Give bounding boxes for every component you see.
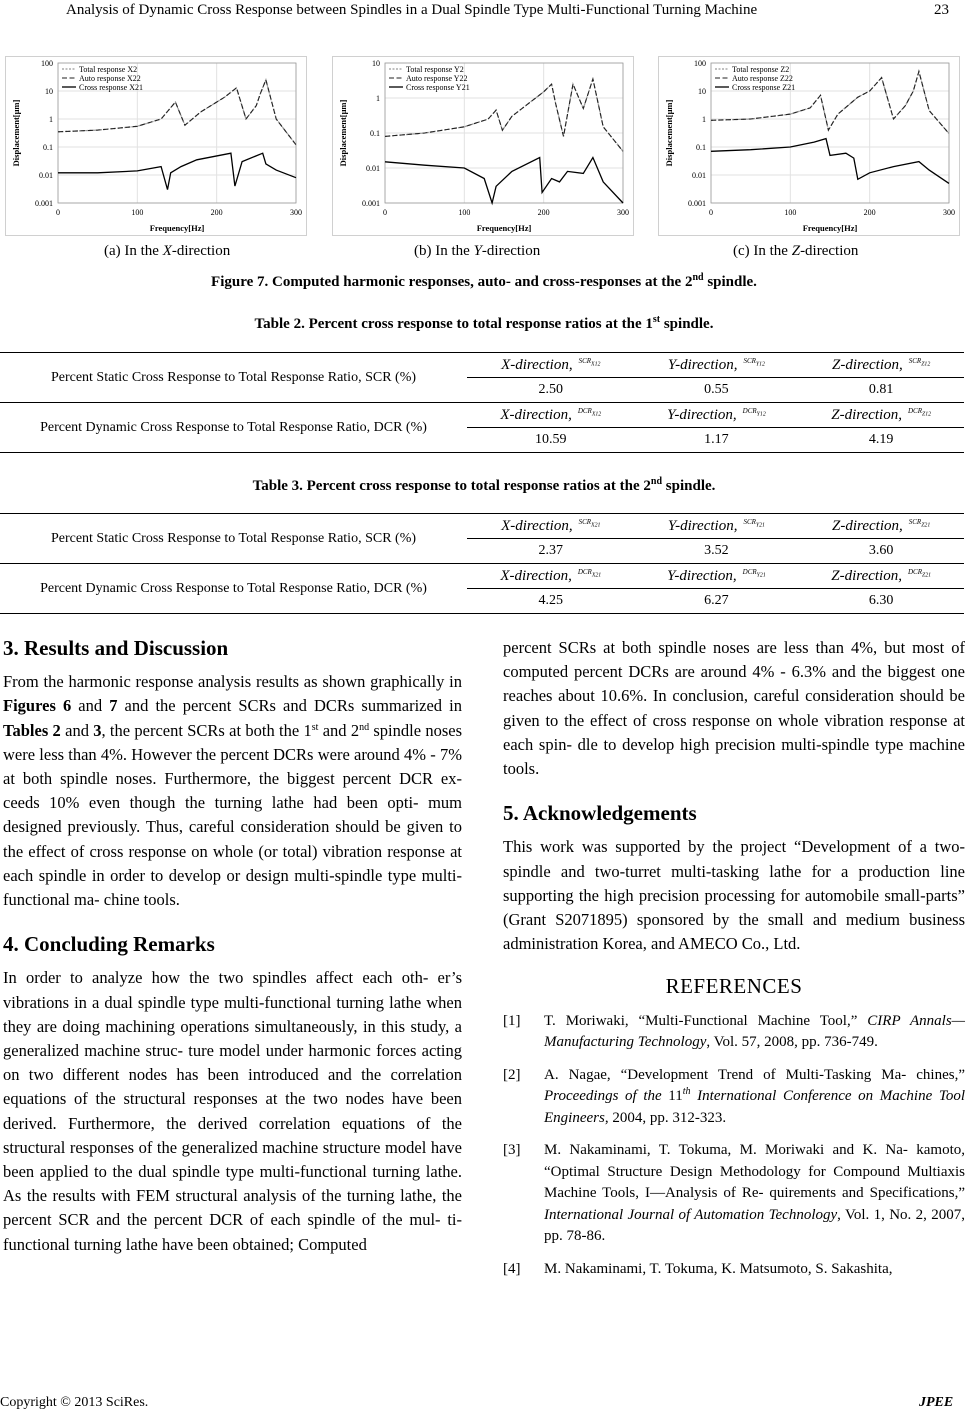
table2-dcr-x: 10.59 — [467, 428, 635, 453]
subcaption-c: (c) In the Z-direction — [733, 243, 859, 259]
y-tick-label: 0.1 — [370, 129, 380, 138]
y-tick-label: 100 — [41, 59, 53, 68]
figure-7a — [5, 56, 307, 236]
y-tick-label: 0.001 — [688, 199, 706, 208]
y-tick-label: 1 — [702, 115, 706, 124]
table3 — [0, 513, 964, 614]
table3-dcr-y: 6.27 — [635, 589, 799, 614]
table2-dcr-y: 1.17 — [635, 428, 799, 453]
x-tick-label: 200 — [863, 208, 876, 217]
table3-dcr-x: 4.25 — [467, 589, 635, 614]
x-tick-label: 0 — [383, 208, 387, 217]
x-tick-label: 200 — [537, 208, 550, 217]
x-tick-label: 300 — [943, 208, 955, 217]
figure-7c — [658, 56, 960, 236]
section-3-title: 3. Results and Discussion — [3, 636, 229, 660]
table2-r2-dir-y: Y-direction, $^{DCR_{Y12}}$ — [667, 406, 766, 423]
chart-x-direction — [6, 57, 308, 237]
y-tick-label: 0.01 — [39, 171, 53, 180]
x-tick-label: 300 — [617, 208, 629, 217]
section-4-title: 4. Concluding Remarks — [3, 932, 215, 957]
table2-row2-label: Percent Dynamic Cross Response to Total Response Ratio, DCR (%) — [0, 403, 467, 453]
table3-r1-dir-x: X-direction, $^{SCR_{X21}}$ — [467, 514, 635, 539]
journal-name: JPEE — [919, 1395, 954, 1410]
legend-label: Auto response X22 — [79, 74, 141, 83]
y-tick-label: 1 — [376, 94, 380, 103]
table3-r1-dir-z: Z-direction, $^{SCR_{Z21}}$ — [798, 514, 964, 539]
table3-r2-dir-y: Y-direction, $^{DCR_{Y21}}$ — [667, 567, 766, 584]
table2-scr-y: 0.55 — [635, 378, 799, 403]
table2-r1-dir-x: X-direction, $^{SCR_{X12}}$ — [467, 353, 635, 378]
legend-label: Auto response Y22 — [406, 74, 468, 83]
table3-r1-dir-y: Y-direction, $^{SCR_{Y21}}$ — [635, 514, 799, 539]
series-line-3 — [58, 153, 296, 189]
page-number: 23 — [934, 2, 949, 18]
series-line-3 — [385, 158, 623, 204]
page-header — [0, 0, 968, 30]
table3-caption: Table 3. Percent cross response to total response ratios at the 2nd spindle. — [252, 476, 716, 494]
y-tick-label: 10 — [698, 87, 706, 96]
table2-r2-dir-x: X-direction, $^{DCR_{X12}}$ — [500, 406, 602, 423]
table2-caption: Table 2. Percent cross response to total response ratios at the 1st spindle. — [254, 314, 714, 332]
y-tick-label: 0.001 — [35, 199, 53, 208]
y-tick-label: 0.001 — [362, 199, 380, 208]
table3-scr-z: 3.60 — [798, 539, 964, 564]
table2-scr-z: 0.81 — [798, 378, 964, 403]
series-line-3 — [711, 139, 949, 184]
chart-y-direction — [333, 57, 635, 237]
chart-z-direction — [659, 57, 961, 237]
table3-r2-dir-x: X-direction, $^{DCR_{X21}}$ — [500, 567, 602, 584]
table3-scr-y: 3.52 — [635, 539, 799, 564]
right-column — [503, 636, 965, 1291]
table2-r1-dir-y: Y-direction, $^{SCR_{Y12}}$ — [635, 353, 799, 378]
section-3-paragraph: From the harmonic response analysis results as shown graphically in Figures 6 and 7 and the percent SCRs and DCRs summarized in Tables 2 and 3, the percent SCRs at both the 1st and 2nd spindle noses were less than 4%. However the percent DCRs were around 4% - 7% at both spindle noses. Furthermore, the biggest percent DCR ex- ceeds 10% even though the turning lathe had been opti- mum designed previously. Thus, careful consideration should be given to the effect of cross response on whole (or total) vibration response at each spindle in order to develop or design multi-spindle type multi-functional ma- chine tools. — [3, 672, 463, 910]
section-4-continued: percent SCRs at both spindle noses are less than 4%, but most of computed percent DCRs are around 4% - 6.3% and the biggest one reaches about 10.6%. In conclusion, careful consideration should be given to the effect of cross response on whole vibration response at each spin- dle to develop high precision multi-spindle type machine tools. — [503, 638, 965, 779]
legend-label: Total response Z2 — [732, 65, 790, 74]
x-tick-label: 100 — [131, 208, 144, 217]
y-axis-label: Displacement[μm] — [664, 99, 674, 167]
y-tick-label: 10 — [45, 87, 53, 96]
table3-row2-label: Percent Dynamic Cross Response to Total Response Ratio, DCR (%) — [0, 564, 467, 614]
figure-7b — [332, 56, 634, 236]
reference-item: [2] A. Nagae, “Development Trend of Multi-Tasking Ma- chines,” Proceedings of the 11th International Conference on Machine Tool Engineers, 2004, pp. 312-323. — [503, 1066, 966, 1126]
x-axis-label: Frequency[Hz] — [802, 223, 858, 233]
y-tick-label: 100 — [694, 59, 706, 68]
y-tick-label: 0.1 — [43, 143, 53, 152]
reference-item: [1] T. Moriwaki, “Multi-Functional Machine Tool,” CIRP Annals—Manufacturing Technology, Vol. 57, 2008, pp. 736-749. — [503, 1012, 965, 1051]
references-heading: REFERENCES — [665, 974, 803, 999]
x-tick-label: 300 — [290, 208, 302, 217]
section-5-title: 5. Acknowledgements — [503, 801, 697, 826]
y-axis-label: Displacement[μm] — [11, 99, 21, 167]
reference-item: [4] M. Nakaminami, T. Tokuma, K. Matsumoto, S. Sakashita, — [503, 1260, 893, 1277]
running-title: Analysis of Dynamic Cross Response between Spindles in a Dual Spindle Type Multi-Functional Turning Machine — [66, 2, 758, 18]
table2-r2-dir-z: Z-direction, $^{DCR_{Z12}}$ — [831, 406, 932, 423]
legend-label: Cross response Z21 — [732, 83, 796, 92]
y-axis-label: Displacement[μm] — [338, 99, 348, 167]
x-tick-label: 100 — [784, 208, 797, 217]
legend-label: Total response X2 — [79, 65, 138, 74]
table3-r2-dir-z: Z-direction, $^{DCR_{Z21}}$ — [831, 567, 932, 584]
legend-label: Cross response Y21 — [406, 83, 470, 92]
subcaption-a: (a) In the X-direction — [104, 243, 231, 259]
x-tick-label: 100 — [458, 208, 471, 217]
subcaption-b: (b) In the Y-direction — [414, 243, 541, 259]
x-tick-label: 0 — [56, 208, 60, 217]
y-tick-label: 0.01 — [692, 171, 706, 180]
x-axis-label: Frequency[Hz] — [476, 223, 532, 233]
y-tick-label: 1 — [49, 115, 53, 124]
figure-caption: Figure 7. Computed harmonic responses, auto- and cross-responses at the 2nd spindle. — [211, 272, 757, 290]
section-4-paragraph: In order to analyze how the two spindles affect each oth- er’s vibrations in a dual spindle type multi-functional turning lathe when they are doing machining operations simultaneously, in this study, a generalized machine struc- ture model under harmonic forces acting on two different nodes has been introduced and the correlation equations of the structural responses at the two nodes have been derived. Furthermore, the derived correlation equations of the structural responses of the generalized machine structure model have been applied to the dual spindle type multi-functional turning lathe. As the results with FEM structural analysis of the turning lathe, the percent SCR and the percent DCR of each spindle of the mul- ti-functional turning lathe have been obtained; Computed — [3, 968, 462, 1254]
table2-dcr-z: 4.19 — [798, 428, 964, 453]
section-5-paragraph: This work was supported by the project “Development of a two-spindle and two-turret multi-tasking lathe for a production line supporting the high precision processing for automobile small-parts” (Grant S2071895) sponsored by the small and medium business administration Korea, and AMECO Co., Ltd. — [503, 837, 965, 954]
left-column — [3, 636, 462, 1257]
copyright: Copyright © 2013 SciRes. — [0, 1395, 149, 1410]
table3-dcr-z: 6.30 — [798, 589, 964, 614]
table2-row1-label: Percent Static Cross Response to Total Response Ratio, SCR (%) — [0, 353, 467, 403]
reference-item: [3] M. Nakaminami, T. Tokuma, M. Moriwaki and K. Na- kamoto, “Optimal Structure Design Methodology for Compound Multiaxis Machine Tools, I—Analysis of Re- quirements and Specifications,” International Journal of Automation Technology, Vol. 1, No. 2, 2007, pp. 78-86. — [503, 1142, 965, 1245]
y-tick-label: 0.01 — [366, 164, 380, 173]
x-tick-label: 0 — [709, 208, 713, 217]
legend-label: Cross response X21 — [79, 83, 143, 92]
y-tick-label: 0.1 — [696, 143, 706, 152]
y-tick-label: 10 — [372, 59, 380, 68]
x-axis-label: Frequency[Hz] — [149, 223, 205, 233]
table2-scr-x: 2.50 — [467, 378, 635, 403]
legend-label: Total response Y2 — [406, 65, 464, 74]
table2 — [0, 352, 964, 453]
legend-label: Auto response Z22 — [732, 74, 793, 83]
table3-scr-x: 2.37 — [467, 539, 635, 564]
table2-r1-dir-z: Z-direction, $^{SCR_{Z12}}$ — [798, 353, 964, 378]
page-footer — [0, 1395, 968, 1415]
table3-row1-label: Percent Static Cross Response to Total Response Ratio, SCR (%) — [0, 514, 467, 564]
x-tick-label: 200 — [210, 208, 223, 217]
